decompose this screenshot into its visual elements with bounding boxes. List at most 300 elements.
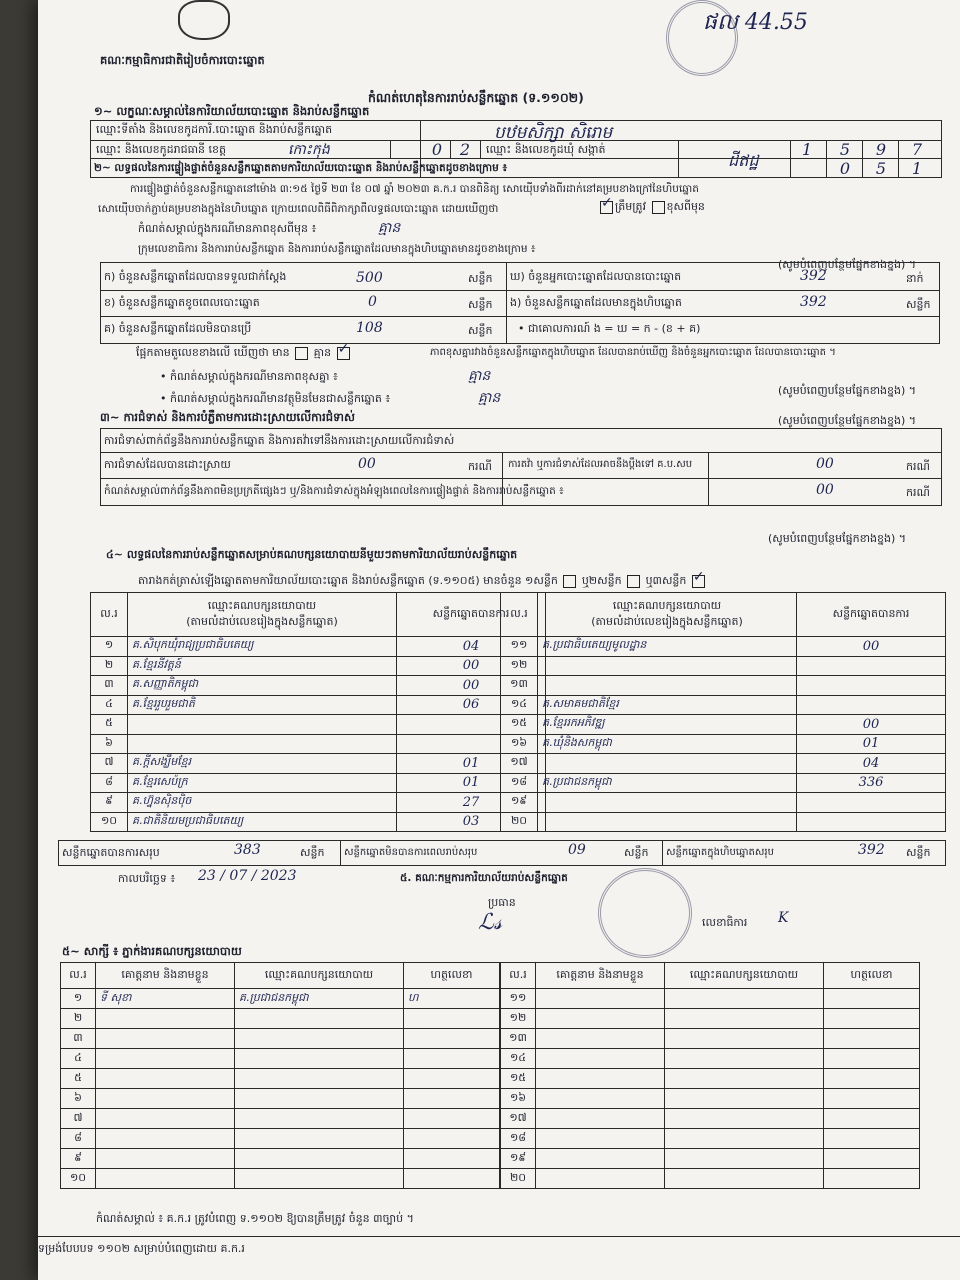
witness-col-no: ល.រ bbox=[61, 963, 96, 989]
section1-heading: ១~ លក្ខណៈសម្គាល់នៃការិយាល័យបោះឆ្នោត និងរាប់សន្លឹកឆ្នោត bbox=[94, 104, 370, 118]
party-results-right bbox=[500, 592, 946, 832]
commune-value: ដីឥដ្ឋ bbox=[728, 151, 759, 170]
party-name bbox=[538, 793, 797, 813]
witness-no: ១៦ bbox=[501, 1089, 536, 1109]
witness-no: ១៤ bbox=[501, 1049, 536, 1069]
party-name: គ.ឃុំនិងសកម្ពុជា bbox=[538, 734, 797, 754]
party-name: គ.សញ្ញាតិកម្ពុជា bbox=[128, 676, 397, 696]
witness-row bbox=[61, 1169, 500, 1189]
station-label: ឈ្មោះទីតាំង និងលេខកូដការិ.បោះឆ្នោត និងរាប់សន្លឹកឆ្នោត bbox=[96, 123, 333, 136]
party-name bbox=[128, 715, 397, 735]
witness-no: ៧ bbox=[61, 1109, 96, 1129]
party-row bbox=[501, 754, 946, 774]
party-no: ១៣ bbox=[501, 676, 538, 696]
party-no: ១៩ bbox=[501, 793, 538, 813]
total-invalid-value: 09 bbox=[568, 842, 586, 858]
one-sheet-checkbox[interactable] bbox=[563, 575, 576, 588]
witness-party bbox=[665, 1169, 824, 1189]
witness-no: ៣ bbox=[61, 1029, 96, 1049]
fill-hint-1: (សូមបំពេញបន្ថែមផ្នែកខាងខ្នង) ។ bbox=[778, 258, 917, 271]
witness-party bbox=[665, 1049, 824, 1069]
province-code-2: 2 bbox=[459, 140, 471, 159]
witness-row bbox=[61, 1009, 500, 1029]
province-label: ឈ្មោះ និងលេខកូដរាជធានី ខេត្ត bbox=[96, 143, 226, 156]
witness-sign bbox=[824, 1089, 920, 1109]
province-value: កោះកុង bbox=[288, 142, 330, 158]
party-no: ១០ bbox=[91, 812, 128, 832]
section2-heading: ២~ លទ្ធផលនៃការផ្ទៀងផ្ទាត់ចំនួនសន្លឹកឆ្នោតតាមការិយាល័យបោះឆ្នោត និងរាប់សន្លឹកឆ្នោតដូចខាងក្រោម ៖ bbox=[94, 162, 508, 174]
col-party-header bbox=[128, 593, 397, 637]
witness-no: ១២ bbox=[501, 1009, 536, 1029]
corner-note: ផល 44.55 bbox=[703, 10, 808, 35]
witness-row bbox=[61, 989, 500, 1009]
col-party-sub-right: (តាមលំដាប់លេខរៀងក្នុងសន្លឹកឆ្នោត) bbox=[591, 614, 743, 628]
seal-options bbox=[598, 200, 705, 214]
fill-hint-4: (សូមបំពេញបន្ថែមផ្នែកខាងខ្នង) ។ bbox=[768, 532, 907, 545]
witness-party bbox=[665, 1069, 824, 1089]
count-c-label: គ) ចំនួនសន្លឹកឆ្នោតដែលមិនបានប្រើ bbox=[104, 322, 252, 335]
party-row bbox=[501, 793, 946, 813]
section5-heading: ៥~ សាក្សី ៖ ភ្នាក់ងារគណបក្សនយោបាយ bbox=[62, 944, 242, 958]
witness-row bbox=[61, 1089, 500, 1109]
witness-sign bbox=[824, 1009, 920, 1029]
party-no: ៥ bbox=[91, 715, 128, 735]
incorrect-label: ខុសពីមុន bbox=[666, 200, 705, 213]
count-formula: • ជាគោលការណ៍ ង = ឃ = ក - (ខ + គ) bbox=[518, 322, 701, 335]
party-row bbox=[501, 812, 946, 832]
chair-title: ប្រធាន bbox=[488, 896, 516, 909]
party-row bbox=[91, 676, 546, 696]
witness-party bbox=[665, 1129, 824, 1149]
count-d-unit: នាក់ bbox=[906, 272, 924, 285]
party-votes bbox=[797, 793, 946, 813]
witness-sign bbox=[404, 1069, 500, 1089]
witness-no: ៥ bbox=[61, 1069, 96, 1089]
objection-appeal-unit: ករណី bbox=[906, 460, 930, 473]
station-code-1: 1 bbox=[801, 140, 813, 159]
party-row bbox=[91, 734, 546, 754]
party-name: គ.សិបុកឃុំរាជ្យប្រជាធិបតេយ្យ bbox=[128, 637, 397, 657]
sheet-count-intro: តារាងកត់ត្រាស់ឡើងឆ្នោតតាមការិយាល័យបោះឆ្នោត និងរាប់សន្លឹកឆ្នោត (ទ.១១០៥) មានចំនួន ១សន្លឹក bbox=[138, 574, 558, 587]
party-name: គ.ខ្មែររកអភិវឌ្ឍ bbox=[538, 715, 797, 735]
witness-name bbox=[536, 1009, 665, 1029]
station-value: បឋមសិក្សា សិរោម bbox=[494, 123, 613, 143]
commune-code-2: 5 bbox=[875, 159, 887, 178]
witness-no: ២ bbox=[61, 1009, 96, 1029]
bullet2-value: គ្មាន bbox=[478, 390, 501, 406]
party-row bbox=[91, 754, 546, 774]
party-row bbox=[91, 812, 546, 832]
party-no: ២០ bbox=[501, 812, 538, 832]
commission-name: គណៈកម្មាធិការជាតិរៀបចំការបោះឆ្នោត bbox=[100, 53, 265, 67]
witness-no: ១៩ bbox=[501, 1149, 536, 1169]
witness-name bbox=[96, 1129, 235, 1149]
witness-no: ១១ bbox=[501, 989, 536, 1009]
party-votes: 00 bbox=[797, 637, 946, 657]
witness-party: គ.ប្រជាជនកម្ពុជា bbox=[235, 989, 404, 1009]
difference-no-checkbox[interactable] bbox=[337, 347, 350, 360]
party-row bbox=[501, 656, 946, 676]
witness-party bbox=[235, 1089, 404, 1109]
party-name: គ.ប្រជាជនកម្ពុជា bbox=[538, 773, 797, 793]
party-votes: 00 bbox=[397, 676, 546, 696]
party-row bbox=[91, 715, 546, 735]
seal-line: សោយ៉ើបចាក់ភ្ជាប់គម្របខាងក្នុងនៃហិបឆ្នោត ក្រោយពេលពិធីពិភាក្សាពីលទ្ធផលបោះឆ្នោត ដោយឃើញថា bbox=[98, 203, 499, 215]
irregularity-unit: ករណី bbox=[906, 486, 930, 499]
party-no: ១៤ bbox=[501, 695, 538, 715]
witness-row bbox=[501, 1109, 920, 1129]
form-title: កំណត់ហេតុនៃការរាប់សន្លឹកឆ្នោត (ទ.១១០២) bbox=[368, 90, 584, 105]
count-c-value: 108 bbox=[356, 320, 383, 336]
party-name: គ.សមាគមជាតិខ្មែរ bbox=[538, 695, 797, 715]
witness-sign bbox=[824, 1069, 920, 1089]
fill-hint-2: (សូមបំពេញបន្ថែមផ្នែកខាងខ្នង) ។ bbox=[778, 384, 917, 397]
party-row bbox=[91, 637, 546, 657]
witness-name bbox=[536, 1149, 665, 1169]
witness-name bbox=[536, 1089, 665, 1109]
party-votes: 01 bbox=[397, 773, 546, 793]
party-no: ២ bbox=[91, 656, 128, 676]
count-b-value: 0 bbox=[368, 294, 377, 310]
party-no: ១១ bbox=[501, 637, 538, 657]
count-e-label: ង) ចំនួនសន្លឹកឆ្នោតដែលមានក្នុងហិបឆ្នោត bbox=[510, 296, 682, 309]
party-row bbox=[501, 637, 946, 657]
chair-signature: ℒ𝓈 bbox=[478, 910, 502, 935]
witness-row bbox=[501, 989, 920, 1009]
count-c-unit: សន្លឹក bbox=[468, 324, 493, 337]
section4-heading: ៤~ លទ្ធផលនៃការរាប់សន្លឹកឆ្នោតសម្រាប់គណបក្សនយោបាយនីមួយៗតាមការិយាល័យរាប់សន្លឹកឆ្នោត bbox=[106, 548, 518, 561]
witness-no: ៩ bbox=[61, 1149, 96, 1169]
witness-col-party-right: ឈ្មោះគណបក្សនយោបាយ bbox=[665, 963, 824, 989]
witness-name bbox=[96, 1089, 235, 1109]
chair-line: ៥. គណៈកម្មការការិយាល័យរាប់សន្លឹកឆ្នោត bbox=[400, 872, 568, 884]
total-valid-unit: សន្លឹក bbox=[300, 846, 325, 859]
party-row bbox=[91, 773, 546, 793]
witness-row bbox=[501, 1029, 920, 1049]
party-name: គ.ក្តីសង្ឃឹមខ្មែរ bbox=[128, 754, 397, 774]
witness-name: ទី សុខា bbox=[96, 989, 235, 1009]
witness-name bbox=[536, 1069, 665, 1089]
station-code-2: 5 bbox=[839, 140, 851, 159]
party-name bbox=[128, 734, 397, 754]
party-no: ៩ bbox=[91, 793, 128, 813]
three-sheets-checkbox[interactable] bbox=[692, 575, 705, 588]
witness-sign: ហ bbox=[404, 989, 500, 1009]
incorrect-checkbox[interactable] bbox=[652, 201, 665, 214]
party-votes bbox=[797, 676, 946, 696]
emblem-icon bbox=[178, 0, 230, 40]
footnote: កំណត់សម្គាល់ ៖ គ.ក.រ ត្រូវបំពេញ ទ.១១០២ ឱ្យបានត្រឹមត្រូវ ចំនួន ៣ច្បាប់ ។ bbox=[96, 1212, 414, 1225]
witness-col-party: ឈ្មោះគណបក្សនយោបាយ bbox=[235, 963, 404, 989]
witness-row bbox=[501, 1069, 920, 1089]
party-row bbox=[91, 793, 546, 813]
witness-no: ១០ bbox=[61, 1169, 96, 1189]
counting-desc: ក្រុមលេខាធិការ និងការរាប់សន្លឹកឆ្នោត និងការរាប់សន្លឹកឆ្នោតដែលមានក្នុងហិបឆ្នោតមានដូចខាងក្រោម ៖ bbox=[138, 243, 536, 255]
witness-name bbox=[536, 1169, 665, 1189]
col-party-sub: (តាមលំដាប់លេខរៀងក្នុងសន្លឹកឆ្នោត) bbox=[186, 614, 338, 628]
party-votes bbox=[797, 656, 946, 676]
totals-row bbox=[58, 840, 946, 866]
witness-no: ១៥ bbox=[501, 1069, 536, 1089]
party-no: ១៦ bbox=[501, 734, 538, 754]
party-no: ៣ bbox=[91, 676, 128, 696]
objection-resolved-label: ការជំទាស់ដែលបានដោះស្រាយ bbox=[104, 458, 231, 471]
section4-intro bbox=[138, 574, 707, 588]
party-results-left bbox=[90, 592, 546, 832]
party-votes: 04 bbox=[797, 754, 946, 774]
count-e-value: 392 bbox=[800, 294, 827, 310]
secretary-label: លេខាធិការ bbox=[702, 916, 748, 929]
party-row bbox=[501, 695, 946, 715]
difference-yes-checkbox[interactable] bbox=[295, 347, 308, 360]
witness-row bbox=[501, 1049, 920, 1069]
two-sheets-checkbox[interactable] bbox=[627, 575, 640, 588]
witness-col-name-right: គោត្តនាម និងនាមខ្លួន bbox=[536, 963, 665, 989]
difference-note-value: គ្មាន bbox=[378, 220, 401, 236]
witness-no: ១ bbox=[61, 989, 96, 1009]
objection-appeal-value: 00 bbox=[816, 456, 834, 472]
party-no: ១៥ bbox=[501, 715, 538, 735]
count-e-unit: សន្លឹក bbox=[906, 298, 931, 311]
witness-no: ២០ bbox=[501, 1169, 536, 1189]
witness-col-sign-right: ហត្ថលេខា bbox=[824, 963, 920, 989]
witness-name bbox=[536, 1029, 665, 1049]
witness-party bbox=[665, 989, 824, 1009]
witness-name bbox=[96, 1109, 235, 1129]
official-stamp-top-icon bbox=[666, 0, 738, 76]
commune-label: ឈ្មោះ និងលេខកូដឃុំ សង្កាត់ bbox=[486, 143, 606, 156]
witness-name bbox=[96, 1169, 235, 1189]
witness-no: ៤ bbox=[61, 1049, 96, 1069]
witness-no: ១៧ bbox=[501, 1109, 536, 1129]
party-row bbox=[501, 676, 946, 696]
party-no: ៦ bbox=[91, 734, 128, 754]
witness-party bbox=[235, 1029, 404, 1049]
party-no: ១ bbox=[91, 637, 128, 657]
witness-name bbox=[96, 1069, 235, 1089]
witness-sign bbox=[824, 1029, 920, 1049]
count-b-label: ខ) ចំនួនសន្លឹកឆ្នោតខូចពេលបោះឆ្នោត bbox=[104, 296, 260, 309]
witness-row bbox=[61, 1029, 500, 1049]
witness-row bbox=[501, 1149, 920, 1169]
objection-appeal-label: ការតវ៉ា ឬការជំទាស់ដែលអាចនឹងប្តឹងទៅ គ.ប.សប bbox=[508, 459, 693, 470]
three-sheets-label: ឬ៣សន្លឹក bbox=[645, 574, 687, 587]
count-a-value: 500 bbox=[356, 270, 383, 286]
section3-heading: ៣~ ការជំទាស់ និងការបំភ្លឺតាមការដោះស្រាយលើការជំទាស់ bbox=[100, 410, 355, 424]
check-rest: ភាពខុសគ្នារវាងចំនួនសន្លឹកឆ្នោតក្នុងហិបឆ្នោត ដែលបានរាប់ឃើញ និងចំនួនអ្នកបោះឆ្នោត ដែលបានបោះឆ្នោត ។ bbox=[430, 347, 836, 358]
witness-party bbox=[665, 1009, 824, 1029]
witness-name bbox=[96, 1029, 235, 1049]
commune-code-1: 0 bbox=[839, 159, 851, 178]
party-no: ៤ bbox=[91, 695, 128, 715]
irregularity-label: កំណត់សម្គាល់ពាក់ព័ន្ធនឹងភាពមិនប្រក្រតីផ្សេងៗ ឬ/និងការជំទាស់ក្នុងអំឡុងពេលនៃការផ្ទៀងផ្ទាត់ និងការរាប់សន្លឹកឆ្នោត ៖ bbox=[104, 485, 564, 497]
party-name bbox=[538, 754, 797, 774]
ballot-count-form bbox=[38, 0, 960, 1280]
party-row bbox=[501, 715, 946, 735]
party-votes: 01 bbox=[797, 734, 946, 754]
form-footer: ទម្រង់បែបបទ ១១០២ សម្រាប់បំពេញដោយ គ.ក.រ bbox=[38, 1242, 245, 1255]
party-no: ១៨ bbox=[501, 773, 538, 793]
witness-sign bbox=[404, 1109, 500, 1129]
province-code-1: 0 bbox=[431, 140, 443, 159]
party-no: ១២ bbox=[501, 656, 538, 676]
witness-row bbox=[61, 1129, 500, 1149]
witness-party bbox=[665, 1089, 824, 1109]
witness-sign bbox=[404, 1049, 500, 1069]
total-box-value: 392 bbox=[858, 842, 885, 858]
bullet1-value: គ្មាន bbox=[468, 368, 491, 384]
objection-resolved-unit: ករណី bbox=[468, 460, 492, 473]
witness-name bbox=[536, 1109, 665, 1129]
witness-party bbox=[235, 1169, 404, 1189]
witness-party bbox=[235, 1009, 404, 1029]
witness-sign bbox=[404, 1169, 500, 1189]
witness-row bbox=[61, 1069, 500, 1089]
verify-line: ការផ្ទៀងផ្ទាត់ចំនួនសន្លឹកឆ្នោតនៅម៉ោង ៣:១៥ ថ្ងៃទី ២៣ ខែ ០៧ ឆ្នាំ ២០២៣ គ.ក.រ បានពិនិត្យ សោយ៉ើបទាំងពីរដាក់នៅគម្របខាងក្រៅនៃហិបឆ្នោត bbox=[130, 183, 699, 195]
party-votes: 00 bbox=[397, 656, 546, 676]
col-party-header-right bbox=[538, 593, 797, 637]
col-party-title: ឈ្មោះគណបក្សនយោបាយ bbox=[207, 598, 317, 612]
witness-no: ៦ bbox=[61, 1089, 96, 1109]
party-name: គ.ប្រជាធិបតេយ្យមូលដ្ឋាន bbox=[538, 637, 797, 657]
col-votes-header-right: សន្លឹកឆ្នោតបានការ bbox=[797, 593, 946, 637]
date-label: កាលបរិច្ឆេទ ៖ bbox=[118, 872, 176, 885]
witness-name bbox=[536, 989, 665, 1009]
objection-row1: ការជំទាស់ពាក់ព័ន្ធនឹងការរាប់សន្លឹកឆ្នោត និងការតវ៉ាទៅនឹងការដោះស្រាយលើការជំទាស់ bbox=[104, 434, 455, 447]
witness-row bbox=[61, 1049, 500, 1069]
witness-row bbox=[501, 1129, 920, 1149]
correct-checkbox[interactable] bbox=[600, 201, 613, 214]
party-name: គ.ខ្មែរសេប៉ក្រ bbox=[128, 773, 397, 793]
party-name: គ.ខ្មែរនីវត្តន៍ bbox=[128, 656, 397, 676]
party-votes bbox=[797, 812, 946, 832]
party-name: គ.ជាតិនិយមប្រជាធិបតេយ្យ bbox=[128, 812, 397, 832]
party-row bbox=[91, 695, 546, 715]
witness-name bbox=[96, 1049, 235, 1069]
party-name bbox=[538, 656, 797, 676]
party-votes: 01 bbox=[397, 754, 546, 774]
witness-sign bbox=[824, 989, 920, 1009]
witness-party bbox=[665, 1149, 824, 1169]
two-sheets-label: ឬ២សន្លឹក bbox=[581, 574, 622, 587]
witness-sign bbox=[404, 1029, 500, 1049]
witness-col-sign: ហត្ថលេខា bbox=[404, 963, 500, 989]
party-votes: 03 bbox=[397, 812, 546, 832]
witness-party bbox=[235, 1049, 404, 1069]
party-no: ១៧ bbox=[501, 754, 538, 774]
party-name: គ.ខ្មែររួបរួមជាតិ bbox=[128, 695, 397, 715]
total-invalid-unit: សន្លឹក bbox=[624, 846, 649, 859]
witness-party bbox=[235, 1109, 404, 1129]
party-row bbox=[501, 773, 946, 793]
total-box-label: សន្លឹកឆ្នោតក្នុងហិបឆ្នោតសរុប bbox=[666, 847, 774, 858]
fill-hint-3: (សូមបំពេញបន្ថែមផ្នែកខាងខ្នង) ។ bbox=[778, 414, 917, 427]
party-name: គ.ហ្វ៊ុនស៊ិនប៉ិច bbox=[128, 793, 397, 813]
count-b-unit: សន្លឹក bbox=[468, 298, 493, 311]
witness-sign bbox=[404, 1149, 500, 1169]
party-votes: 336 bbox=[797, 773, 946, 793]
witness-name bbox=[536, 1129, 665, 1149]
objection-resolved-value: 00 bbox=[358, 456, 376, 472]
check-line: ផ្អែកតាមតួលេខខាងលើ ឃើញថា មាន bbox=[136, 346, 290, 359]
witness-party bbox=[665, 1029, 824, 1049]
col-no-header: ល.រ bbox=[91, 593, 128, 637]
witness-sign bbox=[404, 1089, 500, 1109]
witness-party bbox=[235, 1149, 404, 1169]
party-votes bbox=[797, 695, 946, 715]
witness-sign bbox=[824, 1129, 920, 1149]
correct-label: ត្រឹមត្រូវ bbox=[615, 200, 646, 213]
total-invalid-label: សន្លឹកឆ្នោតមិនបានការពេលរាប់សរុប bbox=[344, 847, 478, 858]
station-code-3: 9 bbox=[875, 140, 887, 159]
bullet1-label: • កំណត់សម្គាល់ក្នុងករណីមានភាពខុសគ្នា ៖ bbox=[160, 370, 338, 383]
count-d-value: 392 bbox=[800, 268, 827, 284]
witness-sign bbox=[404, 1129, 500, 1149]
witness-name bbox=[96, 1149, 235, 1169]
secretary-value: K bbox=[778, 910, 789, 926]
station-code-4: 7 bbox=[911, 140, 923, 159]
count-a-unit: សន្លឹក bbox=[468, 272, 493, 285]
party-votes: 06 bbox=[397, 695, 546, 715]
col-votes-header: សន្លឹកឆ្នោតបានការ bbox=[397, 593, 546, 637]
official-stamp-bottom-icon bbox=[598, 868, 692, 958]
party-name bbox=[538, 812, 797, 832]
witness-party bbox=[665, 1109, 824, 1129]
witness-sign bbox=[824, 1049, 920, 1069]
witness-sign bbox=[824, 1109, 920, 1129]
total-valid-label: សន្លឹកឆ្នោតបានការសរុប bbox=[62, 846, 160, 859]
party-name bbox=[538, 676, 797, 696]
witness-name bbox=[536, 1049, 665, 1069]
witness-row bbox=[501, 1009, 920, 1029]
check-no-label: គ្មាន bbox=[313, 346, 332, 359]
total-box-unit: សន្លឹក bbox=[906, 846, 931, 859]
total-valid-value: 383 bbox=[234, 842, 261, 858]
witness-table-right bbox=[500, 962, 920, 1189]
difference-note-label: កំណត់សម្គាល់ក្នុងករណីមានភាពខុសពីមុន ៖ bbox=[138, 222, 317, 235]
count-d-label: ឃ) ចំនួនអ្នកបោះឆ្នោតដែលបានបោះឆ្នោត bbox=[510, 270, 682, 283]
witness-name bbox=[96, 1009, 235, 1029]
witness-party bbox=[235, 1129, 404, 1149]
party-no: ៧ bbox=[91, 754, 128, 774]
party-votes: 04 bbox=[397, 637, 546, 657]
witness-row bbox=[501, 1089, 920, 1109]
witness-sign bbox=[824, 1149, 920, 1169]
witness-sign bbox=[404, 1009, 500, 1029]
party-no: ៨ bbox=[91, 773, 128, 793]
witness-row bbox=[61, 1109, 500, 1129]
witness-no: ៨ bbox=[61, 1129, 96, 1149]
witness-row bbox=[501, 1169, 920, 1189]
witness-no: ១៨ bbox=[501, 1129, 536, 1149]
irregularity-value: 00 bbox=[816, 482, 834, 498]
party-votes: 00 bbox=[797, 715, 946, 735]
witness-sign bbox=[824, 1169, 920, 1189]
count-a-label: ក) ចំនួនសន្លឹកឆ្នោតដែលបានទទួលជាក់ស្តែង bbox=[104, 270, 287, 283]
date-value: 23 / 07 / 2023 bbox=[198, 868, 297, 884]
witness-row bbox=[61, 1149, 500, 1169]
witness-table-left bbox=[60, 962, 500, 1189]
witness-col-no-right: ល.រ bbox=[501, 963, 536, 989]
col-party-title-right: ឈ្មោះគណបក្សនយោបាយ bbox=[612, 598, 722, 612]
bullet2-label: • កំណត់សម្គាល់ក្នុងករណីមានវត្ថុមិនមែនជាសន្លឹកឆ្នោត ៖ bbox=[160, 392, 391, 405]
party-votes: 27 bbox=[397, 793, 546, 813]
commune-code-3: 1 bbox=[911, 159, 923, 178]
witness-col-name: គោត្តនាម និងនាមខ្លួន bbox=[96, 963, 235, 989]
witness-party bbox=[235, 1069, 404, 1089]
difference-check bbox=[136, 346, 352, 360]
party-row bbox=[91, 656, 546, 676]
